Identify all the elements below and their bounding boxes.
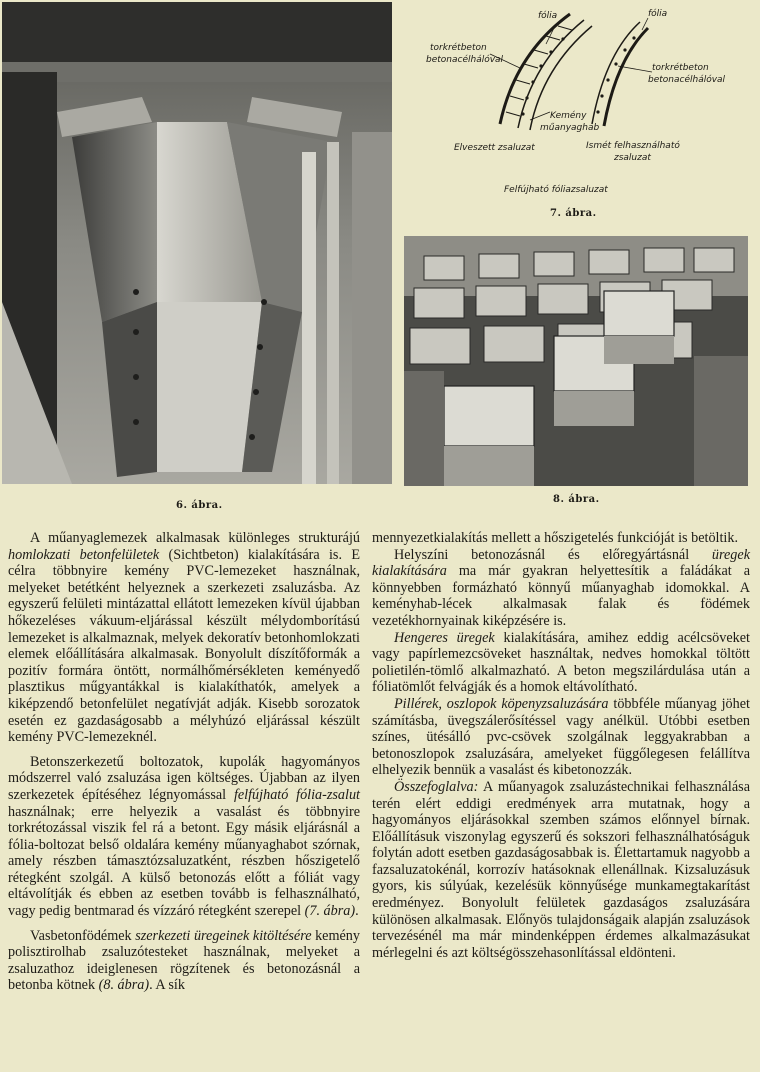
label-torkret-left-2: betonacélhálóval (426, 55, 504, 65)
text: Betonszerkezetű boltozatok, kupolák hagyományos módszerrel való zsaluzása igen költséges. Újabban az ilyen szerkezetek építéséhez légnyomással (8, 753, 360, 803)
text: Helyszíni betonozásnál és előregyártásnál (394, 546, 712, 563)
figure-8-photo (404, 236, 748, 486)
figure-reference: (8. ábra) (98, 977, 150, 994)
emphasis: Összefoglalva: (394, 778, 479, 795)
label-elveszett: Elveszett zsaluzat (454, 143, 535, 153)
emphasis: homlokzati betonfelületek (8, 546, 160, 563)
right-paragraph-2 (372, 547, 750, 630)
left-paragraph-1 (8, 530, 360, 746)
figure-reference: (7. ábra) (304, 903, 356, 920)
label-kemeny-2: műanyaghab (540, 123, 600, 133)
text: többféle műanyag jöhet számításba, üvegszálerősítéssel vagy anélkül. Utóbbi esetben színes, ütésálló pvc-csövek szolgálnak leggyakrabban a betonoszlopok zsaluzására, amelyeket függőlegesen felállítva elhelyezik bennük a vasalást és kibetonozzák. (372, 695, 750, 779)
emphasis: felfújható fólia-zsalut (233, 786, 360, 803)
text: . (355, 903, 359, 920)
text: . A sík (149, 977, 185, 994)
text: (Sichtbeton) kialakítására is. E célra többnyire kemény PVC-lemezeket használnak, melyeket betétként helyeznek a szerkezeti zsaluzásba. Az egyszerű felületi mintázattal ellátott lemezeken kívül újabban hőkezeléses vákuum-eljárással készült mélydomborítású lemezeket is alkalmaznak, melyek dekoratív betonhomlokzati elemek előállítására alkalmasak. Bonyolult díszítőformák a pozitív formára öntött, normálhőmérsékleten keményedő plasztikus műgyantákkal is kialakíthatók, amelyek a kiképzendő betonfelület negatívját adják. Kisebb sorozatok esetén ez gazdaságosabb a mélyhúzó eljárással készült kemény PVC-lemezeknél. (8, 546, 360, 746)
text: A műanyaglemezek alkalmasak különleges strukturájú (30, 530, 360, 546)
label-ismet-2: zsaluzat (614, 153, 651, 163)
figure-8-caption: 8. ábra. (553, 494, 600, 505)
label-torkret-left-1: torkrétbeton (430, 43, 487, 53)
figure-7-diagram (420, 4, 740, 204)
left-paragraph-2 (8, 754, 360, 920)
text: kemény polisztirolhab zsaluzótesteket használnak, melyeket a zsaluzathoz ideiglenesen rögzítenek és betonozásnál a betonba kötnek (8, 927, 360, 994)
figure-7-title: Felfújható fóliazsaluzat (504, 185, 608, 195)
emphasis: Hengeres üregek (394, 629, 495, 646)
text: ma már gyakran helyettesítik a faládákat a könnyebben formázható könnyű műanyaghab idomokkal. A keményhab-lécek alkalmasak falak és födémek vezetékhornyainak kiképzésére is. (372, 563, 750, 629)
right-paragraph-1: mennyezetkialakítás mellett a hőszigetelés funkcióját is betöltik. (372, 530, 739, 546)
text: kialakítására, amihez eddig acélcsöveket vagy papírlemezcsöveket használtak, nedves homokkal töltött polietilén-tömlő alkalmazható. A beton megszilárdulása után a fóliatömlőt felvágják és a homok eltávolítható. (372, 629, 750, 696)
text: Vasbetonfödémek (30, 927, 136, 944)
emphasis: szerkezeti üregeinek kitöltésére (135, 927, 312, 944)
label-kemeny-1: Kemény (550, 111, 587, 121)
right-paragraph-3 (372, 630, 750, 696)
right-paragraph-4 (372, 696, 750, 779)
left-column (8, 530, 360, 994)
figure-6-caption: 6. ábra. (176, 500, 223, 511)
label-torkret-right-1: torkrétbeton (652, 63, 709, 73)
label-torkret-right-2: betonacélhálóval (648, 75, 726, 85)
text: használnak; erre helyezik a vasalást és többnyire torkrétozással viszik fel rá a betont. Egy másik eljárásnál a fólia-boltozat belső oldalára kemény műanyaghabot szórnak, amely részben támasztózsaluzatként, részben hőszigetelő rétegként szolgál. A külső betonozás előtt a fóliát vagy eltávolítják és ebben az esetben tovább is felhasználható, vagy pedig bentmarad és vízzáró rétegként szerepel (8, 803, 360, 920)
figure-7-caption: 7. ábra. (550, 208, 597, 219)
label-ismet-1: Ismét felhasználható (586, 141, 680, 151)
right-paragraph-5 (372, 779, 750, 962)
label-folia-left: fólia (538, 11, 558, 21)
emphasis: Pillérek, oszlopok köpenyzsaluzására (394, 695, 609, 712)
left-paragraph-3 (8, 928, 360, 994)
figure-6-photo (2, 2, 392, 484)
text: A műanyagok zsaluzástechnikai felhasználása terén elért eddigi eredmények arra mutatnak, hogy a hagyományos eljárásokkal szemben számos előnnyel bírnak. Előállításuk viszonylag egyszerű és sokszori felhasználhatóságuk folytán adott esetben gazdaságosabbak is. Élettartamuk nagyobb a fazsaluzatokénál, korrozív hatásoknak ellenállnak. Kizsaluzásuk gyors, kis súlyúak, kezelésük könnyűsége munkamegtakarítást eredményez. Bonyolult felületek gazdaságos zsaluzására különösen alkalmasak. Előnyös tulajdonságaik alapján zsaluzások tervezésénél ma már mindenképpen érdemes alkalmazásukat mérlegelni és azt költségösszehasonlítással eldönteni. (372, 778, 750, 961)
label-folia-right: fólia (648, 9, 668, 19)
right-column (372, 530, 750, 961)
emphasis: üregek kialakítására (372, 546, 750, 580)
